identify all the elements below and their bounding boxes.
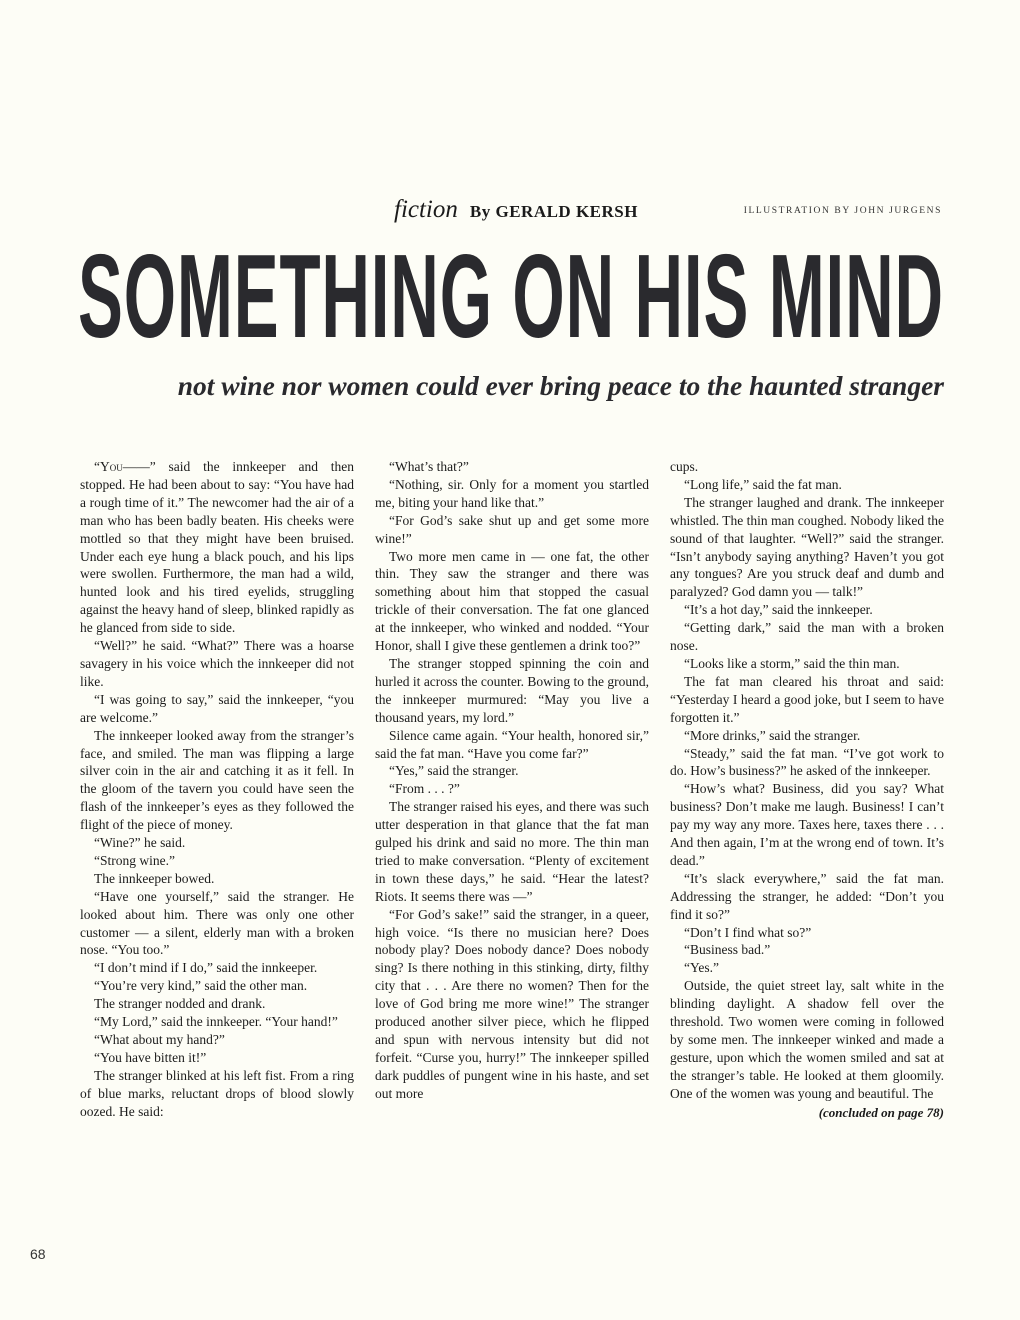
- paragraph: [670, 655, 944, 673]
- paragraph: [375, 780, 649, 798]
- byline-row: [80, 196, 942, 230]
- paragraph-text: “Yes,” said the stranger.: [389, 763, 519, 779]
- paragraph-text: “For God’s sake!” said the stranger, in a queer, high voice. “Is there no musician here? Does nobody play? Does nobody dance? Does nobody sing? Is there nothing in this stinking, dirty, filthy city that . . . Are there no women? Then for the love of God bring me more wine!” The stranger produced another silver piece, which he flipped and spun with nervous intensity but did not forfeit. “Curse you, hurry!” The innkeeper spilled dark puddles of pungent wine in his haste, and set out more: [375, 906, 649, 1101]
- paragraph-text: “What about my hand?”: [94, 1032, 225, 1047]
- paragraph-text: “It’s a hot day,” said the innkeeper.: [684, 602, 873, 618]
- paragraph: [80, 1067, 354, 1121]
- paragraph: [670, 745, 944, 781]
- paragraph-text: “Looks like a storm,” said the thin man.: [684, 655, 900, 671]
- paragraph: [80, 1049, 354, 1067]
- paragraph: [670, 458, 944, 476]
- paragraph-text: cups.: [670, 459, 699, 474]
- paragraph-text: The fat man cleared his throat and said: “Yesterday I heard a good joke, but I seem to have forgotten it.”: [670, 673, 944, 725]
- text-column-1: [80, 458, 354, 1258]
- page-number: 68: [30, 1246, 46, 1262]
- author-name: By GERALD KERSH: [469, 202, 638, 221]
- paragraph-text: The innkeeper looked away from the stranger’s face, and smiled. The man was flipping a large silver coin in the air and catching it as it fell. In the gloom of the tavern you could have seen the flash of the innkeeper’s eyes as they followed the flight of the piece of money.: [80, 727, 354, 833]
- text-columns: [80, 458, 944, 1258]
- illustration-credit: ILLUSTRATION BY JOHN JURGENS: [743, 206, 942, 216]
- paragraph-text: “Long life,” said the fat man.: [684, 476, 842, 492]
- paragraph-text: “Well?” he said. “What?” There was a hoarse savagery in his voice which the innkeeper did not like.: [80, 638, 354, 689]
- paragraph: [670, 727, 944, 745]
- paragraph-text: “You have bitten it!”: [94, 1049, 207, 1065]
- paragraph: [80, 727, 354, 834]
- paragraph: [80, 1031, 354, 1049]
- paragraph: [670, 977, 944, 1102]
- paragraph: [670, 959, 944, 977]
- paragraph-text: “Wine?” he said.: [94, 835, 186, 851]
- paragraph: [670, 601, 944, 619]
- paragraph-text: The stranger laughed and drank. The innkeeper whistled. The thin man coughed. Nobody liked the sound of that laughter. “Well?” said the stranger. “Isn’t anybody saying anything? Haven’t you got any tongues? Are you struck deaf and dumb and paralyzed? God damn you — talk!”: [670, 494, 944, 600]
- paragraph: [375, 727, 649, 763]
- paragraph-text: “Steady,” said the fat man. “I’ve got work to do. How’s business?” he asked of the innkeeper.: [670, 745, 944, 779]
- paragraph-text: said the innkeeper and then stopped. He had been about to say: “You have had a rough time of it.” The newcomer had the air of a man who has been badly beaten. His cheeks were mottled so that they might have been bruised. Under each eye hung a black pouch, and his lips were swollen. Furthermore, the man had a wild, hunted look and his tired eyelids, struggling against the heavy hand of sleep, blinked rapidly as he glanced from side to side.: [80, 459, 354, 636]
- paragraph-text: The stranger blinked at his left fist. From a ring of blue marks, reluctant drops of blood slowly oozed. He said:: [80, 1067, 354, 1119]
- paragraph: [80, 870, 354, 888]
- paragraph-text: “From . . . ?”: [389, 781, 460, 797]
- paragraph-text: Two more men came in — one fat, the other thin. They saw the stranger and there was something about him that stopped the casual trickle of their conversation. The fat one glanced at the innkeeper, who winked and nodded. “Your Honor, shall I give these gentlemen a drink too?”: [375, 548, 649, 654]
- paragraph: [670, 870, 944, 924]
- paragraph: [80, 888, 354, 960]
- paragraph: [80, 852, 354, 870]
- paragraph: [670, 924, 944, 942]
- paragraph: [375, 458, 649, 476]
- story-subtitle: not wine nor women could ever bring peace to the haunted stranger: [177, 370, 944, 401]
- paragraph-text: “Getting dark,” said the man with a broken nose.: [670, 620, 944, 654]
- story-title: SOMETHING ON HIS MIND: [78, 230, 944, 363]
- paragraph-text: The stranger raised his eyes, and there was such utter desperation in that glance that the fat man gulped his drink and said no more. The thin man tried to make conversation. “Plenty of excitement in town these days,” he said. “Hear the latest? Riots. It seems there was —”: [375, 799, 649, 904]
- paragraph: [670, 619, 944, 655]
- paragraph: [670, 941, 944, 959]
- section-label: fiction: [394, 196, 458, 223]
- paragraph-text: “How’s what? Business, did you say? What business? Don’t make me laugh. Business! I can’t pay my way any more. Taxes here, taxes there . . . And then again, I’m at the wrong end of town. It’s dead.”: [670, 781, 944, 868]
- paragraph: [375, 906, 649, 1103]
- paragraph-text: “Nothing, sir. Only for a moment you startled me, biting your hand like that.”: [375, 476, 649, 510]
- paragraph: [80, 691, 354, 727]
- paragraph: [375, 762, 649, 780]
- paragraph-text: The stranger nodded and drank.: [94, 996, 266, 1012]
- byline: [394, 196, 638, 224]
- paragraph-text: “More drinks,” said the stranger.: [684, 727, 861, 743]
- paragraph-text: Silence came again. “Your health, honored sir,” said the fat man. “Have you come far?”: [375, 727, 649, 761]
- paragraph-text: “For God’s sake shut up and get some more wine!”: [375, 512, 649, 546]
- paragraph: [80, 834, 354, 852]
- paragraph-text: “I don’t mind if I do,” said the innkeeper.: [94, 960, 318, 976]
- paragraph-text: “Don’t I find what so?”: [684, 924, 812, 940]
- paragraph: [80, 458, 354, 637]
- paragraph: [375, 548, 649, 655]
- paragraph: [670, 476, 944, 494]
- paragraph: [80, 977, 354, 995]
- paragraph: [670, 780, 944, 870]
- paragraph: [375, 476, 649, 512]
- paragraph: [670, 494, 944, 601]
- paragraph: [80, 637, 354, 691]
- text-column-3: [670, 458, 944, 1258]
- paragraph: [80, 995, 354, 1013]
- continued-note: (concluded on page 78): [818, 1104, 944, 1120]
- paragraph-text: “You’re very kind,” said the other man.: [94, 978, 308, 994]
- paragraph-text: “My Lord,” said the innkeeper. “Your hand!”: [94, 1014, 338, 1030]
- paragraph-text: “It’s slack everywhere,” said the fat man. Addressing the stranger, he added: “Don’t you find it so?”: [670, 870, 944, 922]
- paragraph: [80, 1013, 354, 1031]
- paragraph: [375, 512, 649, 548]
- paragraph-text: “Business bad.”: [684, 942, 771, 958]
- paragraph: [670, 673, 944, 727]
- paragraph: [80, 959, 354, 977]
- paragraph-text: “Yes.”: [684, 960, 720, 976]
- paragraph-text: The stranger stopped spinning the coin and hurled it across the counter. Bowing to the ground, the innkeeper murmured: “May you live a thousand years, my lord.”: [375, 655, 649, 725]
- paragraph-text: “What’s that?”: [389, 459, 469, 474]
- paragraph: [375, 798, 649, 905]
- paragraph-text: “Have one yourself,” said the stranger. He looked about him. There was only one other customer — a silent, elderly man with a broken nose. “You too.”: [80, 888, 354, 958]
- paragraph-text: Outside, the quiet street lay, salt white in the blinding daylight. A shadow fell over the threshold. Two women were coming in followed by some men. The innkeeper winked and made a gesture, upon which the women smiled and sat at the stranger’s table. He looked at them gloomily. One of the women was young and beautiful. The: [670, 978, 944, 1101]
- paragraph: [375, 655, 649, 727]
- paragraph-text: “I was going to say,” said the innkeeper, “you are welcome.”: [80, 691, 354, 725]
- lead-in: “You——”: [94, 459, 156, 474]
- text-column-2: [375, 458, 649, 1258]
- paragraph-text: The innkeeper bowed.: [94, 870, 215, 886]
- paragraph-text: “Strong wine.”: [94, 852, 175, 868]
